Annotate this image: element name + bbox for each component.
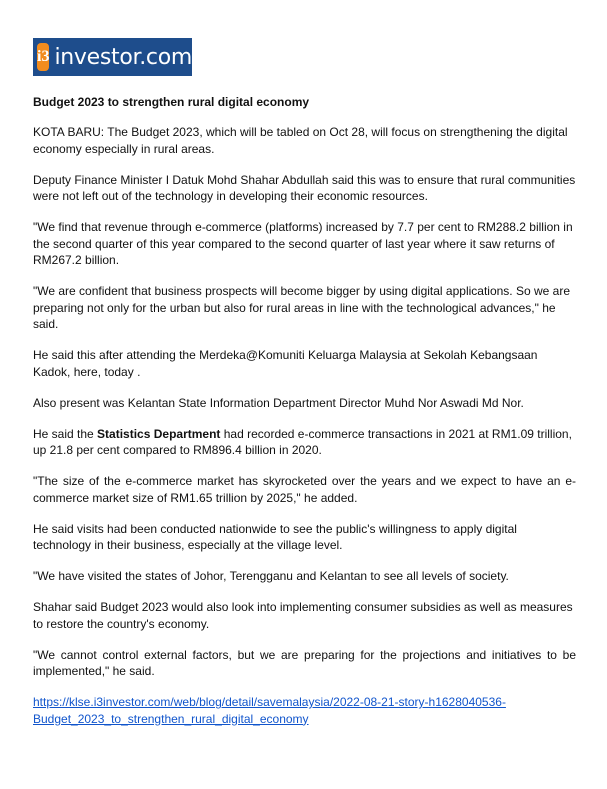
paragraph-intro: KOTA BARU: The Budget 2023, which will be tabled on Oct 28, will focus on strengthening the digital economy especially in rural areas. [33,125,568,156]
paragraph-revenue-quote: "We find that revenue through e-commerce (platforms) increased by 7.7 per cent to RM288.2 billion in the second quarter of this year compared to the second quarter of last year where it saw returns of RM267.2 billion. [33,220,573,267]
paragraph-deputy-minister: Deputy Finance Minister I Datuk Mohd Shahar Abdullah said this was to ensure that rural communities were not left out of the technology in developing their economic resources. [33,172,576,203]
stats-text-after: had recorded e-commerce transactions in 2021 at RM1.09 trillion, up 21.8 per cent compared to RM896.4 billion in 2020. [33,426,572,457]
stats-department-bold: Statistics Department [97,426,221,441]
paragraph-subsidies: Shahar said Budget 2023 would also look into implementing consumer subsidies as well as measures to restore the country's economy. [33,600,573,631]
article-headline: Budget 2023 to strengthen rural digital economy [33,95,310,109]
paragraph-also-present: Also present was Kelantan State Information Department Director Muhd Nor Aswadi Md Nor. [33,395,524,410]
paragraph-external-factors-quote: "We cannot control external factors, but we are preparing for the projections and initiatives to be implemented," he said. [33,647,576,678]
paragraph-event: He said this after attending the Merdeka@Komuniti Keluarga Malaysia at Sekolah Kebangsaan Kadok, here, today . [33,348,538,379]
i3-logo-icon: i3 [37,43,49,71]
paragraph-states-quote: "We have visited the states of Johor, Terengganu and Kelantan to see all levels of society. [33,569,509,583]
article-body [33,94,576,727]
source-link[interactable] [33,694,576,727]
stats-text-before: He said the [33,426,98,441]
i3investor-logo[interactable] [33,38,192,76]
paragraph-confidence-quote: "We are confident that business prospects will become bigger by using digital applications. So we are preparing not only for the urban but also for rural areas in line with the technological advances," he said. [33,284,570,331]
paragraph-statistics [33,426,576,459]
source-link-line1: https://klse.i3investor.com/web/blog/detail/savemalaysia/2022-08-21-story-h1628040536- [33,695,506,709]
source-link-line2: Budget_2023_to_strengthen_rural_digital_economy [33,711,309,726]
logo-text: investor.com [54,44,193,70]
paragraph-visits: He said visits had been conducted nationwide to see the public's willingness to apply digital technology in their business, especially at the village level. [33,521,517,552]
paragraph-market-size-quote: "The size of the e-commerce market has skyrocketed over the years and we expect to have an e-commerce market size of RM1.65 trillion by 2025," he added. [33,474,576,505]
